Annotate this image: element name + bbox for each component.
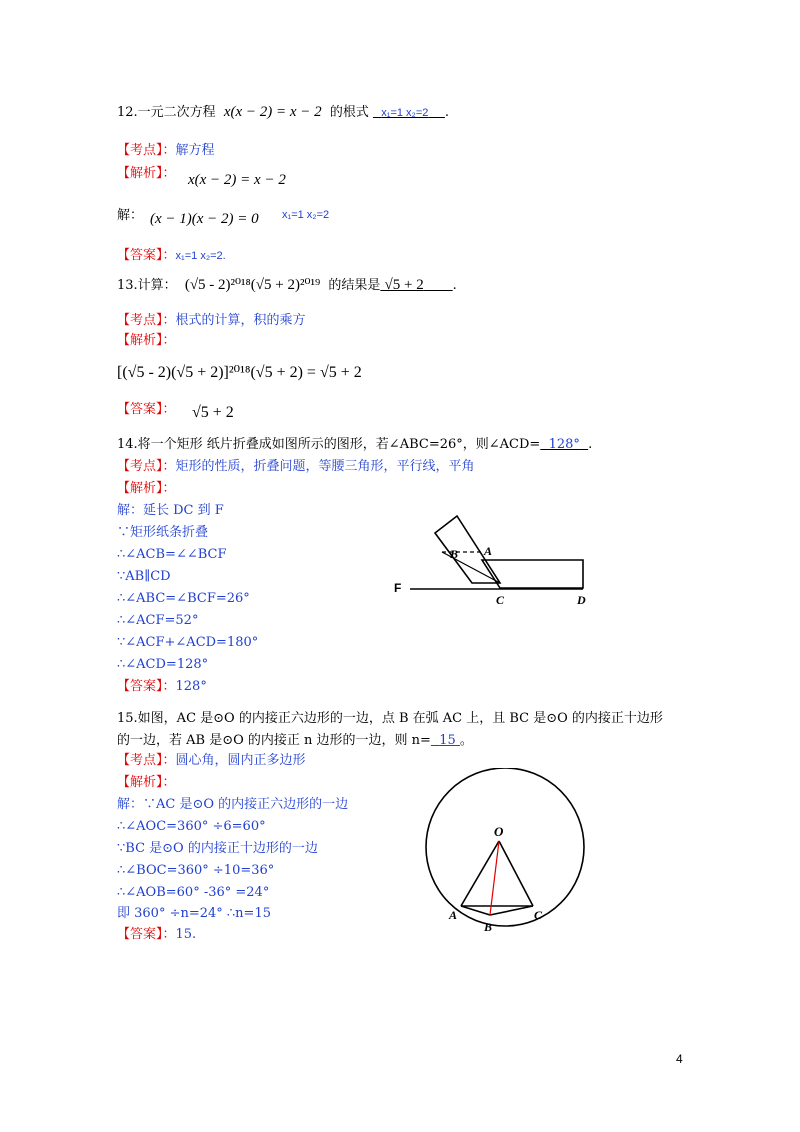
q15-circle-figure — [420, 768, 595, 938]
q14-stem — [117, 437, 592, 453]
q13-daan-text: √5 + 2 — [192, 404, 234, 421]
q12-kaodian-label: 【考点】： — [117, 143, 176, 158]
q14-line-4: ∵AB∥CD — [117, 569, 171, 584]
q14-line-6: ∴∠ACF=52° — [117, 613, 199, 628]
q15-stem-line2-text: 的一边，若 AB 是⊙O 的内接正 n 边形的一边，则 n= — [117, 733, 431, 748]
q14-line-1: 解：延长 DC 到 F — [117, 503, 224, 518]
q15-chord-bc — [490, 906, 533, 915]
q12-daan-text: x₁=1 x₂=2. — [175, 250, 226, 262]
q13-daan-label: 【答案】： — [117, 402, 176, 417]
q15-stem-line2 — [117, 733, 473, 749]
q12-daan-label: 【答案】： — [117, 248, 176, 263]
q14-jiexi-label: 【解析】： — [117, 481, 176, 496]
q15-label-o: O — [494, 824, 504, 839]
q12-kaodian — [117, 143, 215, 159]
q15-daan-label: 【答案】： — [117, 927, 176, 942]
q15-label-c: C — [534, 908, 543, 922]
q12-daan — [117, 248, 226, 264]
q14-label-b: B — [450, 547, 459, 561]
q14-line-2: ∵矩形纸条折叠 — [117, 525, 209, 540]
q15-line-1: 解：∵AC 是⊙O 的内接正六边形的一边 — [117, 797, 349, 812]
q13-kaodian — [117, 313, 306, 329]
q15-answer-blank: 15 — [439, 733, 456, 748]
q15-kaodian-text: 圆心角，圆内正多边形 — [175, 753, 306, 768]
q14-rectangle-strip — [482, 560, 583, 588]
q12-step2-result: x₁=1 x₂=2 — [282, 209, 330, 221]
q12-step2: (x − 1)(x − 2) = 0 — [150, 211, 259, 227]
q15-jiexi-label: 【解析】： — [117, 775, 176, 790]
q15-chord-ab — [461, 906, 490, 915]
q15-radius-oc — [499, 841, 533, 906]
q14-line-5: ∴∠ABC=∠BCF=26° — [117, 591, 250, 606]
q14-daan-text: 128° — [175, 679, 207, 694]
q14-fold-figure — [380, 508, 610, 608]
q13-expression: (√5 - 2)²⁰¹⁸(√5 + 2)²⁰¹⁹ — [184, 277, 321, 293]
q12-jiexi-label: 【解析】： — [117, 166, 176, 181]
q15-line-3: ∵BC 是⊙O 的内接正十边形的一边 — [117, 841, 318, 856]
q12-step1: x(x − 2) = x − 2 — [188, 172, 286, 188]
q15-kaodian-label: 【考点】： — [117, 753, 176, 768]
q12-jiexi — [117, 166, 176, 182]
q13-kaodian-label: 【考点】： — [117, 313, 176, 328]
q14-kaodian — [117, 459, 475, 475]
q14-kaodian-text: 矩形的性质，折叠问题，等腰三角形，平行线，平角 — [175, 459, 475, 474]
q12-end: . — [444, 105, 450, 120]
q15-radius-ob — [490, 841, 499, 915]
q15-stem-line1: 15.如图，AC 是⊙O 的内接正六边形的一边，点 B 在弧 AC 上，且 BC 是⊙O 的内接正十边形 — [117, 711, 663, 726]
q13-work: [(√5 - 2)(√5 + 2)]²⁰¹⁸(√5 + 2) = √5 + 2 — [117, 364, 362, 381]
q13-stem-text: 13.计算： — [117, 278, 177, 293]
q12-stem-text: 12.一元二次方程 — [117, 105, 216, 120]
q15-kaodian — [117, 753, 306, 769]
q15-line-4: ∴∠BOC=360° ÷10=36° — [117, 863, 275, 878]
q15-line-5: ∴∠AOB=60° -36° =24° — [117, 885, 270, 900]
q14-line-3: ∴∠ACB=∠∠BCF — [117, 547, 227, 562]
q14-label-f: F — [394, 581, 402, 595]
q14-daan — [117, 679, 207, 695]
q15-daan — [117, 927, 196, 943]
q15-end: 。 — [459, 733, 473, 748]
q12-answer-blank: x₁=1 x₂=2 — [381, 107, 429, 119]
q13-answer-blank: √5 + 2 — [384, 277, 424, 293]
q14-label-a: A — [484, 544, 493, 558]
q14-line-8: ∴∠ACD=128° — [117, 657, 209, 672]
q14-line-7: ∵∠ACF+∠ACD=180° — [117, 635, 259, 650]
q15-label-b: B — [484, 920, 493, 934]
q13-end: . — [452, 278, 457, 293]
q13-jiexi — [117, 333, 176, 349]
q13-kaodian-text: 根式的计算，积的乘方 — [175, 313, 306, 328]
q13-jiexi-label: 【解析】： — [117, 333, 176, 348]
q14-label-c: C — [496, 593, 505, 607]
q14-kaodian-label: 【考点】： — [117, 459, 176, 474]
q14-label-d: D — [577, 593, 586, 607]
q12-stem — [117, 104, 449, 121]
q12-step2-row — [117, 208, 143, 224]
q13-stem — [117, 277, 457, 294]
q14-daan-label: 【答案】： — [117, 679, 176, 694]
q14-stem-text: 14.将一个矩形 纸片折叠成如图所示的图形，若∠ABC=26°，则∠ACD= — [117, 437, 541, 452]
q15-circle-o — [426, 768, 584, 926]
q15-line-6: 即 360° ÷n=24° ∴n=15 — [117, 906, 271, 921]
q14-jiexi — [117, 481, 176, 497]
q13-suffix: 的结果是 — [328, 278, 381, 293]
q14-answer-blank: 128° — [548, 437, 580, 452]
q12-jie: 解： — [117, 208, 144, 223]
q15-daan-text: 15. — [175, 927, 197, 942]
q15-radius-oa — [461, 841, 499, 906]
q15-label-a: A — [449, 908, 458, 922]
q15-jiexi — [117, 775, 176, 791]
q15-line-2: ∴∠AOC=360° ÷6=60° — [117, 819, 266, 834]
q14-end: . — [588, 437, 593, 452]
page-number: 4 — [676, 1052, 683, 1066]
q12-kaodian-text: 解方程 — [175, 143, 215, 158]
q13-daan — [117, 402, 176, 418]
q12-equation: x(x − 2) = x − 2 — [223, 104, 322, 120]
q12-suffix: 的根式 — [329, 105, 369, 120]
